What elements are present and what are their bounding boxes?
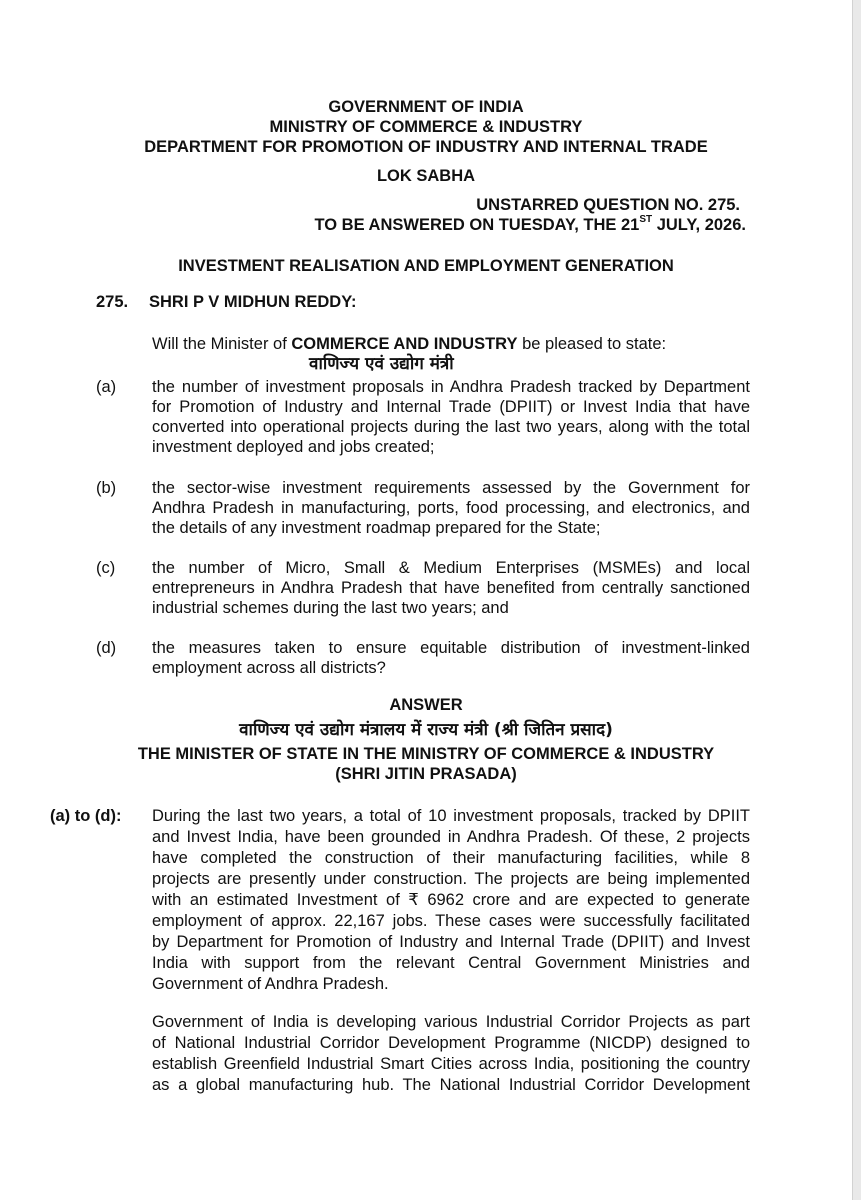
header-government: GOVERNMENT OF INDIA: [328, 98, 524, 116]
subject-heading: INVESTMENT REALISATION AND EMPLOYMENT GENERATION: [178, 257, 674, 275]
part-d-line: employment across all districts?: [152, 659, 386, 677]
answer-label: (a) to (d):: [50, 807, 122, 825]
minister-name: (SHRI JITIN PRASADA): [335, 765, 517, 783]
part-d-label: (d): [96, 639, 117, 657]
part-c-line: entrepreneurs in Andhra Pradesh that have benefited from centrally sanctioned: [152, 579, 750, 597]
answer-heading: ANSWER: [389, 696, 463, 714]
answer-para2-line: of National Industrial Corridor Development Programme (NICDP) designed to: [152, 1034, 750, 1052]
answer-date-suffix: JULY, 2026.: [652, 216, 746, 234]
part-b-label: (b): [96, 479, 117, 497]
header-house: LOK SABHA: [376, 167, 476, 185]
part-c-line: the number of Micro, Small & Medium Enterprises (MSMEs) and local: [152, 559, 750, 577]
answer-date-prefix: TO BE ANSWERED ON TUESDAY, THE 21: [314, 216, 640, 234]
answer-para1-line: and Invest India, have been grounded in Andhra Pradesh. Of these, 2 projects: [152, 828, 750, 846]
part-a-line: investment deployed and jobs created;: [152, 438, 435, 456]
part-a-line: converted into operational projects during the last two years, along with the total: [152, 418, 750, 436]
answer-para1-line: have completed the construction of their manufacturing facilities, while 8: [152, 849, 750, 867]
answer-para1-line: with an estimated Investment of ₹ 6962 crore and are expected to generate: [152, 891, 750, 909]
intro-hindi: वाणिज्य एवं उद्योग मंत्री: [309, 354, 454, 374]
member-name: SHRI P V MIDHUN REDDY:: [149, 293, 357, 311]
part-a-line: for Promotion of Industry and Internal Trade (DPIIT) or Invest India that have: [152, 398, 750, 416]
minister-hindi: वाणिज्य एवं उद्योग मंत्रालय में राज्य मंत्री (श्री जितिन प्रसाद): [239, 720, 613, 740]
intro-minister: COMMERCE AND INDUSTRY: [291, 335, 518, 353]
answer-para1-line: India with support from the relevant Central Government Ministries and: [152, 954, 750, 972]
minister-title: THE MINISTER OF STATE IN THE MINISTRY OF COMMERCE & INDUSTRY: [137, 745, 715, 763]
answer-para2-line: as a global manufacturing hub. The National Industrial Corridor Development: [152, 1076, 750, 1094]
part-a-label: (a): [96, 378, 117, 396]
question-number-heading: UNSTARRED QUESTION NO. 275.: [476, 196, 740, 214]
answer-para1-line: employment of approx. 22,167 jobs. These cases were successfully facilitated: [152, 912, 750, 930]
intro-prefix: Will the Minister of: [152, 335, 292, 353]
part-b-line: Andhra Pradesh in manufacturing, ports, food processing, and electronics, and: [152, 499, 750, 517]
part-a-line: the number of investment proposals in Andhra Pradesh tracked by Department: [152, 378, 750, 396]
question-intro: [152, 334, 666, 354]
part-c-label: (c): [96, 559, 116, 577]
intro-suffix: be pleased to state:: [517, 335, 667, 353]
answer-date-ordinal: ST: [639, 213, 653, 225]
part-d-line: the measures taken to ensure equitable distribution of investment-linked: [152, 639, 750, 657]
part-b-line: the details of any investment roadmap prepared for the State;: [152, 519, 601, 537]
part-b-line: the sector-wise investment requirements assessed by the Government for: [152, 479, 750, 497]
header-ministry: MINISTRY OF COMMERCE & INDUSTRY: [269, 118, 583, 136]
answer-para1-line: During the last two years, a total of 10 investment proposals, tracked by DPIIT: [152, 807, 750, 825]
answer-para1-line: projects are presently under construction. The projects are being implemented: [152, 870, 750, 888]
part-c-line: industrial schemes during the last two years; and: [152, 599, 509, 617]
answer-para2-line: establish Greenfield Industrial Smart Cities across India, positioning the country: [152, 1055, 750, 1073]
answer-para2-line: Government of India is developing various Industrial Corridor Projects as part: [152, 1013, 750, 1031]
answer-para1-line: Government of Andhra Pradesh.: [152, 975, 389, 993]
question-number: 275.: [96, 293, 129, 311]
answer-date: [314, 215, 746, 235]
answer-para1-line: by Department for Promotion of Industry and Internal Trade (DPIIT) and Invest: [152, 933, 750, 951]
header-department: DEPARTMENT FOR PROMOTION OF INDUSTRY AND INTERNAL TRADE: [144, 138, 708, 156]
